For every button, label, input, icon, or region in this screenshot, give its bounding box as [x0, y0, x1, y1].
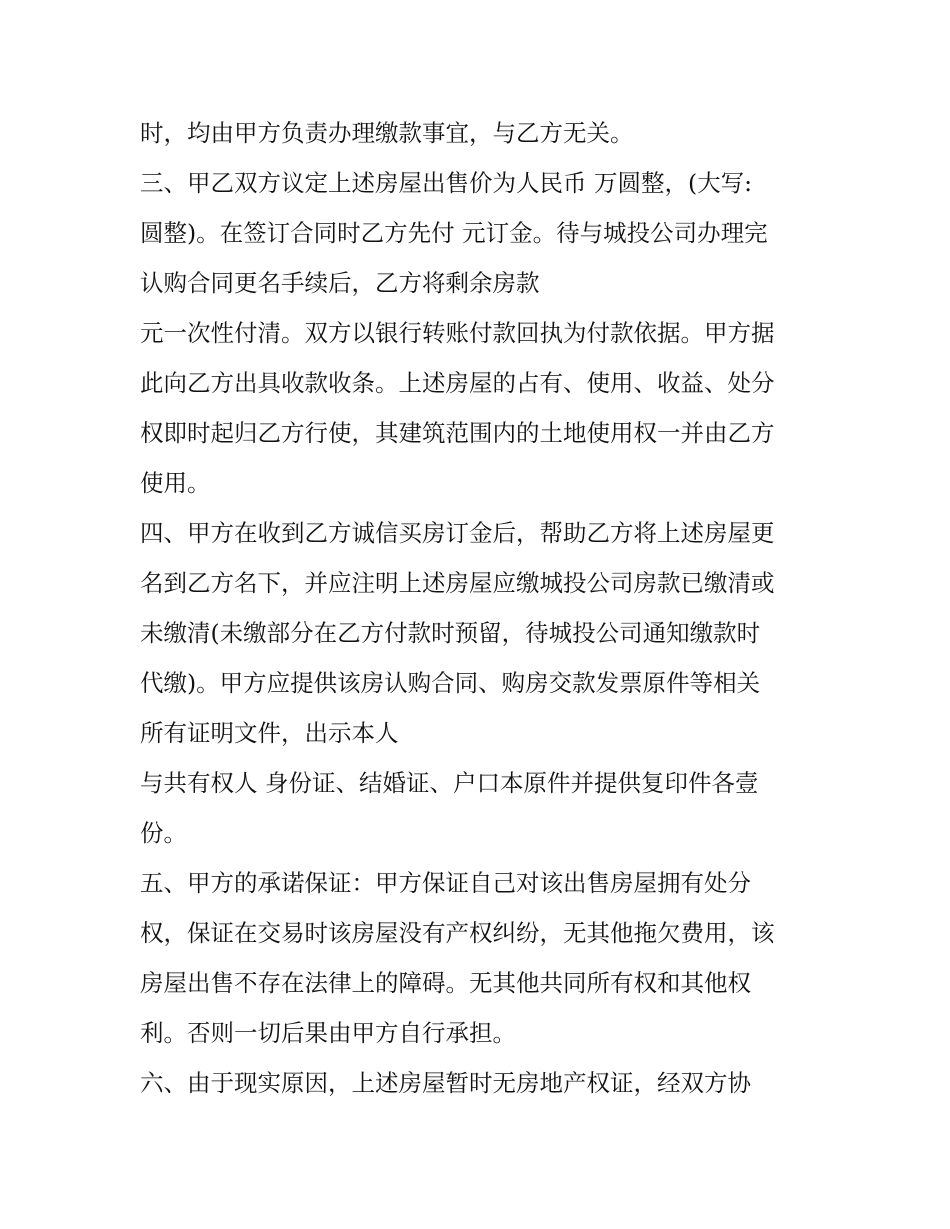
body-line: 代缴)。甲方应提供该房认购合同、购房交款发票原件等相关	[140, 669, 761, 697]
body-line: 圆整)。在签订合同时乙方先付 元订金。待与城投公司办理完	[140, 219, 768, 247]
body-line: 认购合同更名手续后，乙方将剩余房款	[140, 269, 540, 297]
body-line: 权即时起归乙方行使，其建筑范围内的土地使用权一并由乙方	[140, 419, 775, 447]
body-line: 利。否则一切后果由甲方自行承担。	[140, 1019, 516, 1047]
contract-body	[140, 108, 820, 1108]
body-line: 此向乙方出具收款收条。上述房屋的占有、使用、收益、处分	[140, 369, 775, 397]
body-line: 时，均由甲方负责办理缴款事宜，与乙方无关。	[140, 119, 634, 147]
body-line: 未缴清(未缴部分在乙方付款时预留，待城投公司通知缴款时	[140, 619, 761, 647]
body-line: 元一次性付清。双方以银行转账付款回执为付款依据。甲方据	[140, 319, 775, 347]
body-line: 六、由于现实原因，上述房屋暂时无房地产权证，经双方协	[140, 1069, 751, 1097]
body-line: 名到乙方名下，并应注明上述房屋应缴城投公司房款已缴清或	[140, 569, 775, 597]
body-line: 所有证明文件，出示本人	[140, 719, 399, 747]
body-line: 四、甲方在收到乙方诚信买房订金后，帮助乙方将上述房屋更	[140, 519, 775, 547]
body-line: 权，保证在交易时该房屋没有产权纠纷，无其他拖欠费用，该	[140, 919, 775, 947]
body-line: 份。	[140, 819, 187, 847]
body-line: 使用。	[140, 469, 211, 497]
body-line: 五、甲方的承诺保证：甲方保证自己对该出售房屋拥有处分	[140, 869, 751, 897]
body-line: 与共有权人 身份证、结婚证、户口本原件并提供复印件各壹	[140, 769, 759, 797]
body-line: 三、甲乙双方议定上述房屋出售价为人民币 万圆整，(大写:	[140, 169, 753, 197]
body-line: 房屋出售不存在法律上的障碍。无其他共同所有权和其他权	[140, 969, 751, 997]
